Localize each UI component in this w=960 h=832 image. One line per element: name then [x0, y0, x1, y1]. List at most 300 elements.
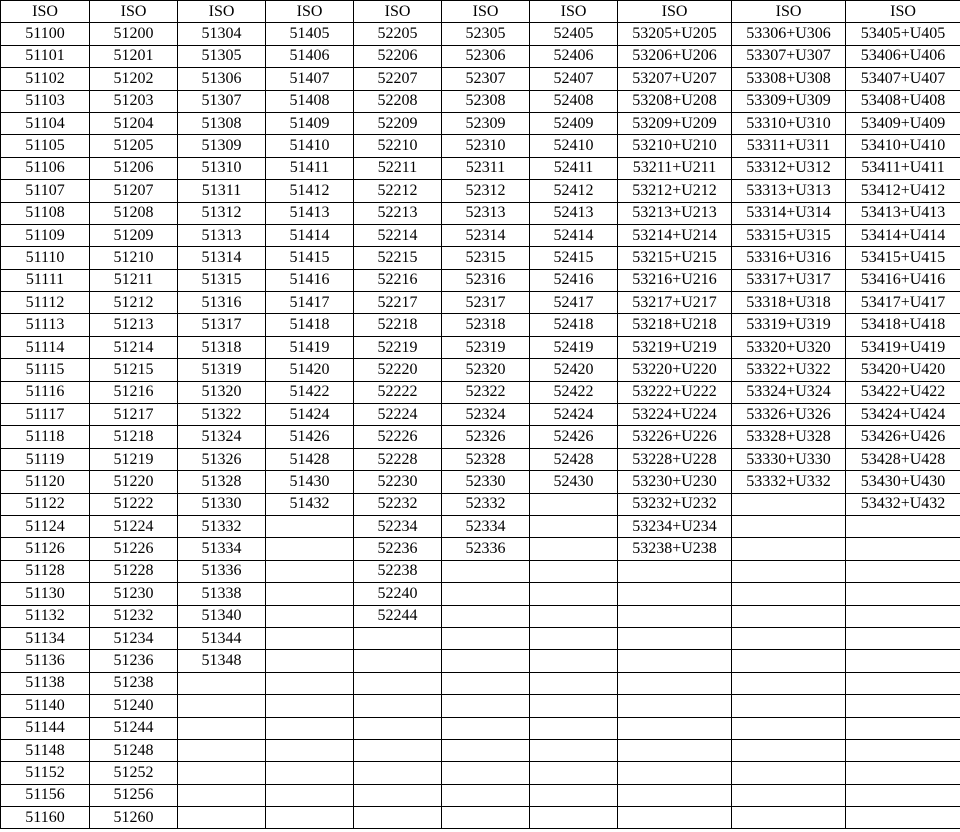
table-cell: 51115: [1, 359, 90, 381]
table-cell: 52314: [442, 224, 530, 246]
table-cell: 53409+U409: [846, 112, 960, 134]
table-cell: 53319+U319: [732, 314, 846, 336]
table-cell: [266, 762, 354, 784]
table-cell: 51320: [178, 381, 266, 403]
table-cell: 52226: [354, 426, 442, 448]
table-cell: 52424: [530, 404, 618, 426]
table-row: [1, 650, 960, 672]
table-cell: 51206: [90, 157, 178, 179]
table-cell: [732, 538, 846, 560]
table-cell: 52210: [354, 135, 442, 157]
table-cell: 51318: [178, 336, 266, 358]
table-cell: 52215: [354, 247, 442, 269]
table-cell: 53322+U322: [732, 359, 846, 381]
table-cell: 51332: [178, 515, 266, 537]
table-cell: [442, 762, 530, 784]
table-cell: 53432+U432: [846, 493, 960, 515]
table-cell: 51230: [90, 583, 178, 605]
table-cell: [530, 739, 618, 761]
table-cell: 52218: [354, 314, 442, 336]
table-row: [1, 247, 960, 269]
table-cell: 53422+U422: [846, 381, 960, 403]
table-cell: [354, 695, 442, 717]
table-cell: 51144: [1, 717, 90, 739]
table-cell: [530, 695, 618, 717]
table-cell: 51315: [178, 269, 266, 291]
table-cell: [354, 650, 442, 672]
table-cell: 51212: [90, 292, 178, 314]
table-cell: 51317: [178, 314, 266, 336]
table-cell: 52319: [442, 336, 530, 358]
table-cell: [530, 784, 618, 806]
table-row: [1, 471, 960, 493]
table-cell: 51120: [1, 471, 90, 493]
table-cell: 53428+U428: [846, 448, 960, 470]
table-cell: 51205: [90, 135, 178, 157]
table-cell: [530, 672, 618, 694]
table-cell: 51211: [90, 269, 178, 291]
table-cell: 52222: [354, 381, 442, 403]
table-cell: 51340: [178, 605, 266, 627]
table-cell: 51224: [90, 515, 178, 537]
table-cell: [618, 784, 732, 806]
table-cell: 53418+U418: [846, 314, 960, 336]
table-cell: 53420+U420: [846, 359, 960, 381]
table-cell: [846, 717, 960, 739]
table-row: [1, 583, 960, 605]
table-cell: 52334: [442, 515, 530, 537]
table-cell: 51238: [90, 672, 178, 694]
table-row: [1, 448, 960, 470]
column-header: ISO: [178, 1, 266, 23]
table-cell: [530, 583, 618, 605]
table-cell: 51344: [178, 627, 266, 649]
table-cell: [266, 672, 354, 694]
table-cell: 52216: [354, 269, 442, 291]
table-cell: 51415: [266, 247, 354, 269]
table-cell: 53208+U208: [618, 90, 732, 112]
table-cell: 51240: [90, 695, 178, 717]
column-header: ISO: [90, 1, 178, 23]
table-cell: [846, 807, 960, 829]
table-cell: [442, 560, 530, 582]
table-cell: 51316: [178, 292, 266, 314]
table-cell: [442, 784, 530, 806]
table-cell: 52228: [354, 448, 442, 470]
table-cell: [732, 739, 846, 761]
table-row: [1, 515, 960, 537]
table-cell: 51207: [90, 180, 178, 202]
table-row: [1, 695, 960, 717]
table-row: [1, 180, 960, 202]
table-cell: 51148: [1, 739, 90, 761]
table-cell: 51114: [1, 336, 90, 358]
table-cell: [442, 583, 530, 605]
table-cell: 51234: [90, 627, 178, 649]
table-cell: 51432: [266, 493, 354, 515]
table-cell: 52320: [442, 359, 530, 381]
table-cell: 51116: [1, 381, 90, 403]
table-cell: 53414+U414: [846, 224, 960, 246]
table-cell: 53207+U207: [618, 68, 732, 90]
table-cell: 51244: [90, 717, 178, 739]
table-cell: 52240: [354, 583, 442, 605]
table-cell: 52428: [530, 448, 618, 470]
table-cell: [846, 627, 960, 649]
table-cell: [266, 650, 354, 672]
table-cell: 53310+U310: [732, 112, 846, 134]
table-row: [1, 784, 960, 806]
table-cell: 53216+U216: [618, 269, 732, 291]
table-cell: [732, 605, 846, 627]
table-cell: 53416+U416: [846, 269, 960, 291]
table-cell: 51112: [1, 292, 90, 314]
table-cell: 52208: [354, 90, 442, 112]
table-cell: 53307+U307: [732, 45, 846, 67]
table-row: [1, 605, 960, 627]
table-cell: 52206: [354, 45, 442, 67]
table-cell: 53213+U213: [618, 202, 732, 224]
table-cell: 51411: [266, 157, 354, 179]
table-cell: 51413: [266, 202, 354, 224]
table-cell: 53308+U308: [732, 68, 846, 90]
table-cell: 53405+U405: [846, 23, 960, 45]
table-cell: [530, 627, 618, 649]
table-cell: 51226: [90, 538, 178, 560]
table-cell: [846, 739, 960, 761]
table-cell: 52213: [354, 202, 442, 224]
table-cell: [530, 538, 618, 560]
table-cell: 51252: [90, 762, 178, 784]
table-cell: 53324+U324: [732, 381, 846, 403]
table-cell: 52306: [442, 45, 530, 67]
table-cell: 51109: [1, 224, 90, 246]
table-row: [1, 269, 960, 291]
table-cell: 52311: [442, 157, 530, 179]
table-row: [1, 739, 960, 761]
table-cell: 51305: [178, 45, 266, 67]
table-cell: [618, 605, 732, 627]
table-cell: 53417+U417: [846, 292, 960, 314]
table-cell: 53230+U230: [618, 471, 732, 493]
table-cell: [178, 717, 266, 739]
table-row: [1, 672, 960, 694]
table-cell: 53406+U406: [846, 45, 960, 67]
table-cell: 51110: [1, 247, 90, 269]
table-cell: 51424: [266, 404, 354, 426]
table-cell: [530, 650, 618, 672]
column-header: ISO: [618, 1, 732, 23]
table-cell: [618, 807, 732, 829]
table-cell: 51304: [178, 23, 266, 45]
table-cell: 51314: [178, 247, 266, 269]
table-cell: [178, 807, 266, 829]
table-cell: 52214: [354, 224, 442, 246]
table-cell: 51210: [90, 247, 178, 269]
table-cell: [732, 627, 846, 649]
table-cell: 51220: [90, 471, 178, 493]
table-cell: [846, 560, 960, 582]
table-cell: [266, 605, 354, 627]
table-cell: [266, 538, 354, 560]
table-cell: 52212: [354, 180, 442, 202]
table-cell: 51203: [90, 90, 178, 112]
table-row: [1, 493, 960, 515]
table-cell: 51248: [90, 739, 178, 761]
table-cell: 52305: [442, 23, 530, 45]
table-cell: 53209+U209: [618, 112, 732, 134]
table-cell: 52336: [442, 538, 530, 560]
table-cell: 51111: [1, 269, 90, 291]
table-cell: [618, 650, 732, 672]
table-cell: [846, 695, 960, 717]
table-cell: 51416: [266, 269, 354, 291]
table-cell: 52410: [530, 135, 618, 157]
table-cell: 51420: [266, 359, 354, 381]
table-cell: 51106: [1, 157, 90, 179]
table-cell: [442, 627, 530, 649]
table-cell: 51426: [266, 426, 354, 448]
table-cell: [846, 784, 960, 806]
table-cell: [442, 717, 530, 739]
table-cell: [846, 515, 960, 537]
table-cell: 51406: [266, 45, 354, 67]
table-cell: [178, 784, 266, 806]
table-cell: 51124: [1, 515, 90, 537]
table-cell: 51202: [90, 68, 178, 90]
table-row: [1, 202, 960, 224]
table-cell: 53326+U326: [732, 404, 846, 426]
table-cell: 53320+U320: [732, 336, 846, 358]
column-header: ISO: [442, 1, 530, 23]
table-cell: 51232: [90, 605, 178, 627]
table-cell: [732, 717, 846, 739]
table-cell: 52211: [354, 157, 442, 179]
table-cell: 51156: [1, 784, 90, 806]
table-cell: 51412: [266, 180, 354, 202]
table-cell: [732, 493, 846, 515]
table-cell: 53316+U316: [732, 247, 846, 269]
table-cell: 52420: [530, 359, 618, 381]
table-cell: 52310: [442, 135, 530, 157]
table-cell: 53222+U222: [618, 381, 732, 403]
table-cell: [266, 717, 354, 739]
table-cell: 51410: [266, 135, 354, 157]
table-cell: 51336: [178, 560, 266, 582]
table-cell: 53210+U210: [618, 135, 732, 157]
table-cell: 51130: [1, 583, 90, 605]
table-cell: [530, 762, 618, 784]
table-cell: 51216: [90, 381, 178, 403]
column-header: ISO: [1, 1, 90, 23]
table-cell: 52205: [354, 23, 442, 45]
table-cell: 52407: [530, 68, 618, 90]
table-row: [1, 68, 960, 90]
table-cell: 52315: [442, 247, 530, 269]
table-cell: 53234+U234: [618, 515, 732, 537]
table-cell: 52408: [530, 90, 618, 112]
table-cell: 53219+U219: [618, 336, 732, 358]
table-cell: 51422: [266, 381, 354, 403]
table-cell: [618, 762, 732, 784]
table-cell: 51260: [90, 807, 178, 829]
table-cell: [354, 762, 442, 784]
table-row: [1, 45, 960, 67]
table-cell: [178, 695, 266, 717]
table-row: [1, 807, 960, 829]
table-cell: 53315+U315: [732, 224, 846, 246]
table-cell: 51101: [1, 45, 90, 67]
table-cell: 52414: [530, 224, 618, 246]
table-cell: 52328: [442, 448, 530, 470]
table-cell: 53311+U311: [732, 135, 846, 157]
table-cell: 53218+U218: [618, 314, 732, 336]
table-cell: 51122: [1, 493, 90, 515]
table-row: [1, 560, 960, 582]
table-cell: 51313: [178, 224, 266, 246]
table-cell: 53408+U408: [846, 90, 960, 112]
table-cell: 51118: [1, 426, 90, 448]
table-cell: 51418: [266, 314, 354, 336]
table-cell: [732, 560, 846, 582]
table-cell: [618, 739, 732, 761]
table-cell: 53228+U228: [618, 448, 732, 470]
table-cell: [530, 493, 618, 515]
table-cell: [732, 695, 846, 717]
table-row: [1, 336, 960, 358]
table-cell: 51222: [90, 493, 178, 515]
table-cell: 53312+U312: [732, 157, 846, 179]
table-cell: 51430: [266, 471, 354, 493]
table-cell: 51132: [1, 605, 90, 627]
table-cell: 52209: [354, 112, 442, 134]
table-cell: 53211+U211: [618, 157, 732, 179]
table-cell: 52207: [354, 68, 442, 90]
table-row: [1, 314, 960, 336]
table-cell: [266, 627, 354, 649]
table-cell: [732, 672, 846, 694]
table-cell: 51219: [90, 448, 178, 470]
table-row: [1, 112, 960, 134]
table-cell: 51105: [1, 135, 90, 157]
table-cell: 51326: [178, 448, 266, 470]
table-cell: 53217+U217: [618, 292, 732, 314]
table-cell: 53415+U415: [846, 247, 960, 269]
table-cell: [732, 762, 846, 784]
table-cell: 51338: [178, 583, 266, 605]
table-cell: [846, 650, 960, 672]
table-cell: 52324: [442, 404, 530, 426]
table-cell: 51138: [1, 672, 90, 694]
table-cell: 51324: [178, 426, 266, 448]
table-cell: [442, 739, 530, 761]
table-cell: [178, 672, 266, 694]
table-row: [1, 157, 960, 179]
table-cell: 53419+U419: [846, 336, 960, 358]
table-cell: 51322: [178, 404, 266, 426]
table-cell: 52418: [530, 314, 618, 336]
table-cell: 51217: [90, 404, 178, 426]
table-cell: [266, 739, 354, 761]
table-cell: 52419: [530, 336, 618, 358]
table-cell: 51107: [1, 180, 90, 202]
table-cell: 53332+U332: [732, 471, 846, 493]
table-cell: 51140: [1, 695, 90, 717]
table-cell: 53318+U318: [732, 292, 846, 314]
table-header: [1, 1, 960, 23]
table-cell: 52405: [530, 23, 618, 45]
table-cell: 51200: [90, 23, 178, 45]
table-row: [1, 359, 960, 381]
table-cell: [266, 784, 354, 806]
table-cell: 52415: [530, 247, 618, 269]
table-cell: 52330: [442, 471, 530, 493]
table-cell: 51128: [1, 560, 90, 582]
table-cell: [732, 784, 846, 806]
table-cell: 51160: [1, 807, 90, 829]
table-row: [1, 292, 960, 314]
table-cell: [846, 672, 960, 694]
table-cell: 52332: [442, 493, 530, 515]
table-cell: 51309: [178, 135, 266, 157]
table-row: [1, 224, 960, 246]
table-cell: 51134: [1, 627, 90, 649]
column-header: ISO: [732, 1, 846, 23]
column-header: ISO: [846, 1, 960, 23]
table-cell: [846, 762, 960, 784]
table-cell: [732, 807, 846, 829]
table-cell: [354, 807, 442, 829]
table-cell: [266, 560, 354, 582]
table-cell: 51330: [178, 493, 266, 515]
table-cell: 53220+U220: [618, 359, 732, 381]
table-cell: 53224+U224: [618, 404, 732, 426]
table-cell: 52236: [354, 538, 442, 560]
table-cell: 52309: [442, 112, 530, 134]
table-cell: 52322: [442, 381, 530, 403]
column-header: ISO: [354, 1, 442, 23]
table-cell: [530, 717, 618, 739]
table-row: [1, 404, 960, 426]
table-cell: [354, 627, 442, 649]
column-header: ISO: [266, 1, 354, 23]
table-row: [1, 762, 960, 784]
table-cell: 53430+U430: [846, 471, 960, 493]
table-cell: 51108: [1, 202, 90, 224]
table-cell: [354, 739, 442, 761]
table-cell: [442, 672, 530, 694]
table-cell: [442, 605, 530, 627]
table-cell: 51103: [1, 90, 90, 112]
table-cell: 53426+U426: [846, 426, 960, 448]
table-cell: 53328+U328: [732, 426, 846, 448]
table-cell: 51100: [1, 23, 90, 45]
table-cell: 53317+U317: [732, 269, 846, 291]
table-cell: 51204: [90, 112, 178, 134]
table-cell: [846, 538, 960, 560]
table-cell: 51414: [266, 224, 354, 246]
table-row: [1, 717, 960, 739]
table-cell: 52224: [354, 404, 442, 426]
table-cell: 51348: [178, 650, 266, 672]
table-cell: 53330+U330: [732, 448, 846, 470]
table-cell: 51208: [90, 202, 178, 224]
table-cell: 52317: [442, 292, 530, 314]
table-cell: [846, 583, 960, 605]
table-cell: 52244: [354, 605, 442, 627]
table-cell: [618, 627, 732, 649]
table-cell: 53313+U313: [732, 180, 846, 202]
